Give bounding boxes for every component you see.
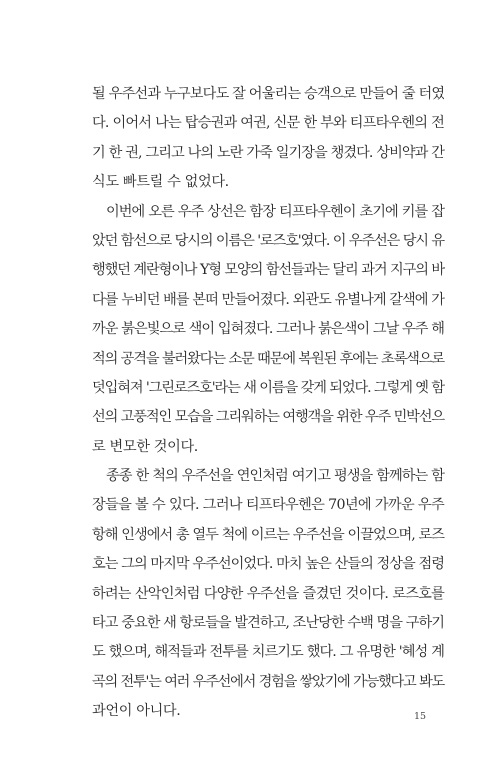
page-number: 15 <box>414 711 427 722</box>
text-line: 호는 그의 마지막 우주선이었다. 마치 높은 산들의 정상을 점령 <box>92 556 444 573</box>
text-line: 타고 중요한 새 항로들을 발견하고, 조난당한 수백 명을 구하기 <box>92 615 444 632</box>
text-line: 식도 빠트릴 수 없었다. <box>92 174 229 191</box>
text-line: 항해 인생에서 총 열두 척에 이르는 우주선을 이끌었으며, 로즈 <box>92 526 444 543</box>
text-line: 다를 누비던 배를 본떠 만들어졌다. 외관도 유별나게 갈색에 가 <box>92 291 444 308</box>
text-line: 하려는 산악인처럼 다양한 우주선을 즐겼던 것이다. 로즈호를 <box>92 585 444 602</box>
text-line: 곡의 전투'는 여러 우주선에서 경험을 쌓았기에 가능했다고 봐도 <box>92 673 444 690</box>
text-line: 이번에 오른 우주 상선은 함장 티프타우헨이 초기에 키를 잡 <box>106 203 444 220</box>
text-line: 적의 공격을 불러왔다는 소문 때문에 복원된 후에는 초록색으로 <box>92 350 444 367</box>
text-line: 다. 이어서 나는 탑승권과 여권, 신문 한 부와 티프타우헨의 전 <box>92 115 444 132</box>
text-line: 장들을 볼 수 있다. 그러나 티프타우헨은 70년에 가까운 우주 <box>92 497 444 514</box>
text-line: 행했던 계란형이나 Y형 모양의 함선들과는 달리 과거 지구의 바 <box>92 262 444 279</box>
text-line: 종종 한 척의 우주선을 연인처럼 여기고 평생을 함께하는 함 <box>106 468 444 485</box>
text-line: 았던 함선으로 당시의 이름은 '로즈호'였다. 이 우주선은 당시 유 <box>92 232 444 249</box>
text-line: 될 우주선과 누구보다도 잘 어울리는 승객으로 만들어 줄 터였 <box>92 86 445 102</box>
paragraph <box>92 462 444 727</box>
paragraph <box>92 80 444 198</box>
text-line: 선의 고풍적인 모습을 그리워하는 여행객을 위한 우주 민박선으 <box>92 409 444 426</box>
text-line: 기 한 권, 그리고 나의 노란 가죽 일기장을 챙겼다. 상비약과 간 <box>92 144 444 161</box>
paragraph <box>92 198 444 463</box>
body-text <box>92 80 444 727</box>
text-line: 덧입혀져 '그린로즈호'라는 새 이름을 갖게 되었다. 그렇게 옛 함 <box>92 379 444 396</box>
text-line: 까운 붉은빛으로 색이 입혀졌다. 그러나 붉은색이 그날 우주 해 <box>92 321 444 338</box>
text-line: 로 변모한 것이다. <box>92 438 198 455</box>
text-line: 도 했으며, 해적들과 전투를 치르기도 했다. 그 유명한 '혜성 계 <box>92 644 444 661</box>
text-line: 과언이 아니다. <box>92 703 181 720</box>
